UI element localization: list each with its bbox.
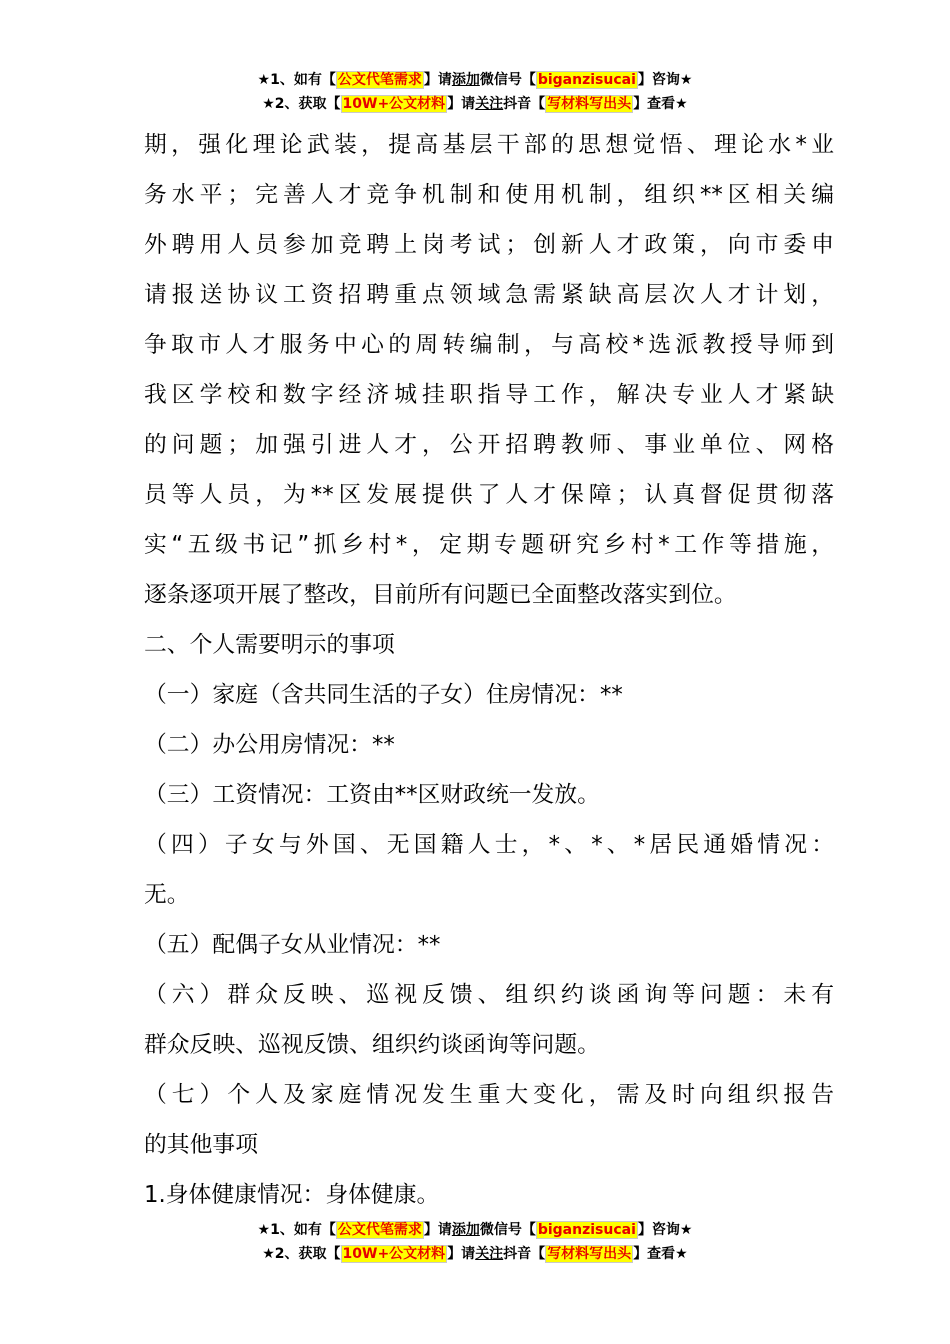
- section-heading: 二、个人需要明示的事项: [144, 632, 395, 658]
- body-line: （七）个人及家庭情况发生重大变化，需及时向组织报告: [144, 1082, 834, 1108]
- body-line: 无。: [144, 882, 190, 908]
- body-line: 的问题；加强引进人才，公开招聘教师、事业单位、网格: [144, 432, 834, 458]
- body-line: 我区学校和数字经济城挂职指导工作，解决专业人才紧缺: [144, 382, 834, 408]
- body-line: 员等人员，为**区发展提供了人才保障；认真督促贯彻落: [144, 482, 834, 508]
- banner-line-1-prefix: ★1、如有【: [257, 1222, 336, 1238]
- banner-line-2-mid-1: 】请: [447, 96, 476, 112]
- banner-line-1-highlight-2: biganzisucai: [537, 1222, 636, 1238]
- bottom-banner: [0, 1218, 950, 1266]
- banner-line-2-highlight-2: 写材料写出头: [547, 1246, 632, 1262]
- body-line: 务水平；完善人才竞争机制和使用机制，组织**区相关编: [144, 182, 834, 208]
- body-line: 请报送协议工资招聘重点领域急需紧缺高层次人才计划，: [144, 282, 834, 308]
- body-line: 逐条逐项开展了整改，目前所有问题已全面整改落实到位。: [144, 582, 737, 608]
- body-line: 的其他事项: [144, 1132, 258, 1158]
- body-line: （三）工资情况：工资由**区财政统一发放。: [144, 782, 600, 808]
- banner-line-1-highlight-1: 公文代笔需求: [337, 1222, 422, 1238]
- banner-line-2: [0, 1242, 950, 1266]
- banner-line-1-highlight-2: biganzisucai: [537, 72, 636, 88]
- banner-line-1-prefix: ★1、如有【: [257, 72, 336, 88]
- top-banner: [0, 68, 950, 116]
- body-line: 1.身体健康情况：身体健康。: [144, 1182, 440, 1208]
- body-line: 争取市人才服务中心的周转编制，与高校*选派教授导师到: [144, 332, 834, 358]
- body-line: 外聘用人员参加竞聘上岗考试；创新人才政策，向市委申: [144, 232, 834, 258]
- banner-line-1-mid-2: 微信号【: [479, 1222, 536, 1238]
- banner-line-1-suffix: 】咨询★: [637, 72, 693, 88]
- body-line: （一）家庭（含共同生活的子女）住房情况：**: [144, 682, 623, 708]
- banner-line-1-mid-1: 】请: [423, 72, 452, 88]
- banner-line-1-mid-1: 】请: [423, 1222, 452, 1238]
- banner-line-1-suffix: 】咨询★: [637, 1222, 693, 1238]
- banner-line-2-mid-1: 】请: [447, 1246, 476, 1262]
- body-line: 期，强化理论武装，提高基层干部的思想觉悟、理论水*业: [144, 132, 834, 158]
- banner-line-2-highlight-2: 写材料写出头: [547, 96, 632, 112]
- banner-line-1-emphasis: 添加: [451, 72, 480, 88]
- body-line: （四）子女与外国、无国籍人士，*、*、*居民通婚情况：: [144, 832, 834, 858]
- banner-line-1-highlight-1: 公文代笔需求: [337, 72, 422, 88]
- body-line: （六）群众反映、巡视反馈、组织约谈函询等问题：未有: [144, 982, 834, 1008]
- banner-line-1: [0, 1218, 950, 1242]
- banner-line-1: [0, 68, 950, 92]
- banner-line-2-mid-2: 抖音【: [503, 96, 546, 112]
- banner-line-2-suffix: 】查看★: [633, 1246, 688, 1262]
- body-line: （五）配偶子女从业情况：**: [144, 932, 441, 958]
- body-line: 实“五级书记”抓乡村*，定期专题研究乡村*工作等措施，: [144, 532, 834, 558]
- banner-line-2: [0, 92, 950, 116]
- body-line: 群众反映、巡视反馈、组织约谈函询等问题。: [144, 1032, 600, 1058]
- document-body: [144, 120, 834, 1220]
- banner-line-1-emphasis: 添加: [451, 1222, 480, 1238]
- banner-line-2-highlight-1: 10W+公文材料: [342, 1246, 446, 1262]
- banner-line-1-mid-2: 微信号【: [479, 72, 536, 88]
- banner-line-2-suffix: 】查看★: [633, 96, 688, 112]
- banner-line-2-prefix: ★2、获取【: [262, 96, 341, 112]
- banner-line-2-prefix: ★2、获取【: [262, 1246, 341, 1262]
- banner-line-2-mid-2: 抖音【: [503, 1246, 546, 1262]
- banner-line-2-emphasis: 关注: [475, 96, 504, 112]
- body-line: （二）办公用房情况：**: [144, 732, 395, 758]
- banner-line-2-emphasis: 关注: [475, 1246, 504, 1262]
- banner-line-2-highlight-1: 10W+公文材料: [342, 96, 446, 112]
